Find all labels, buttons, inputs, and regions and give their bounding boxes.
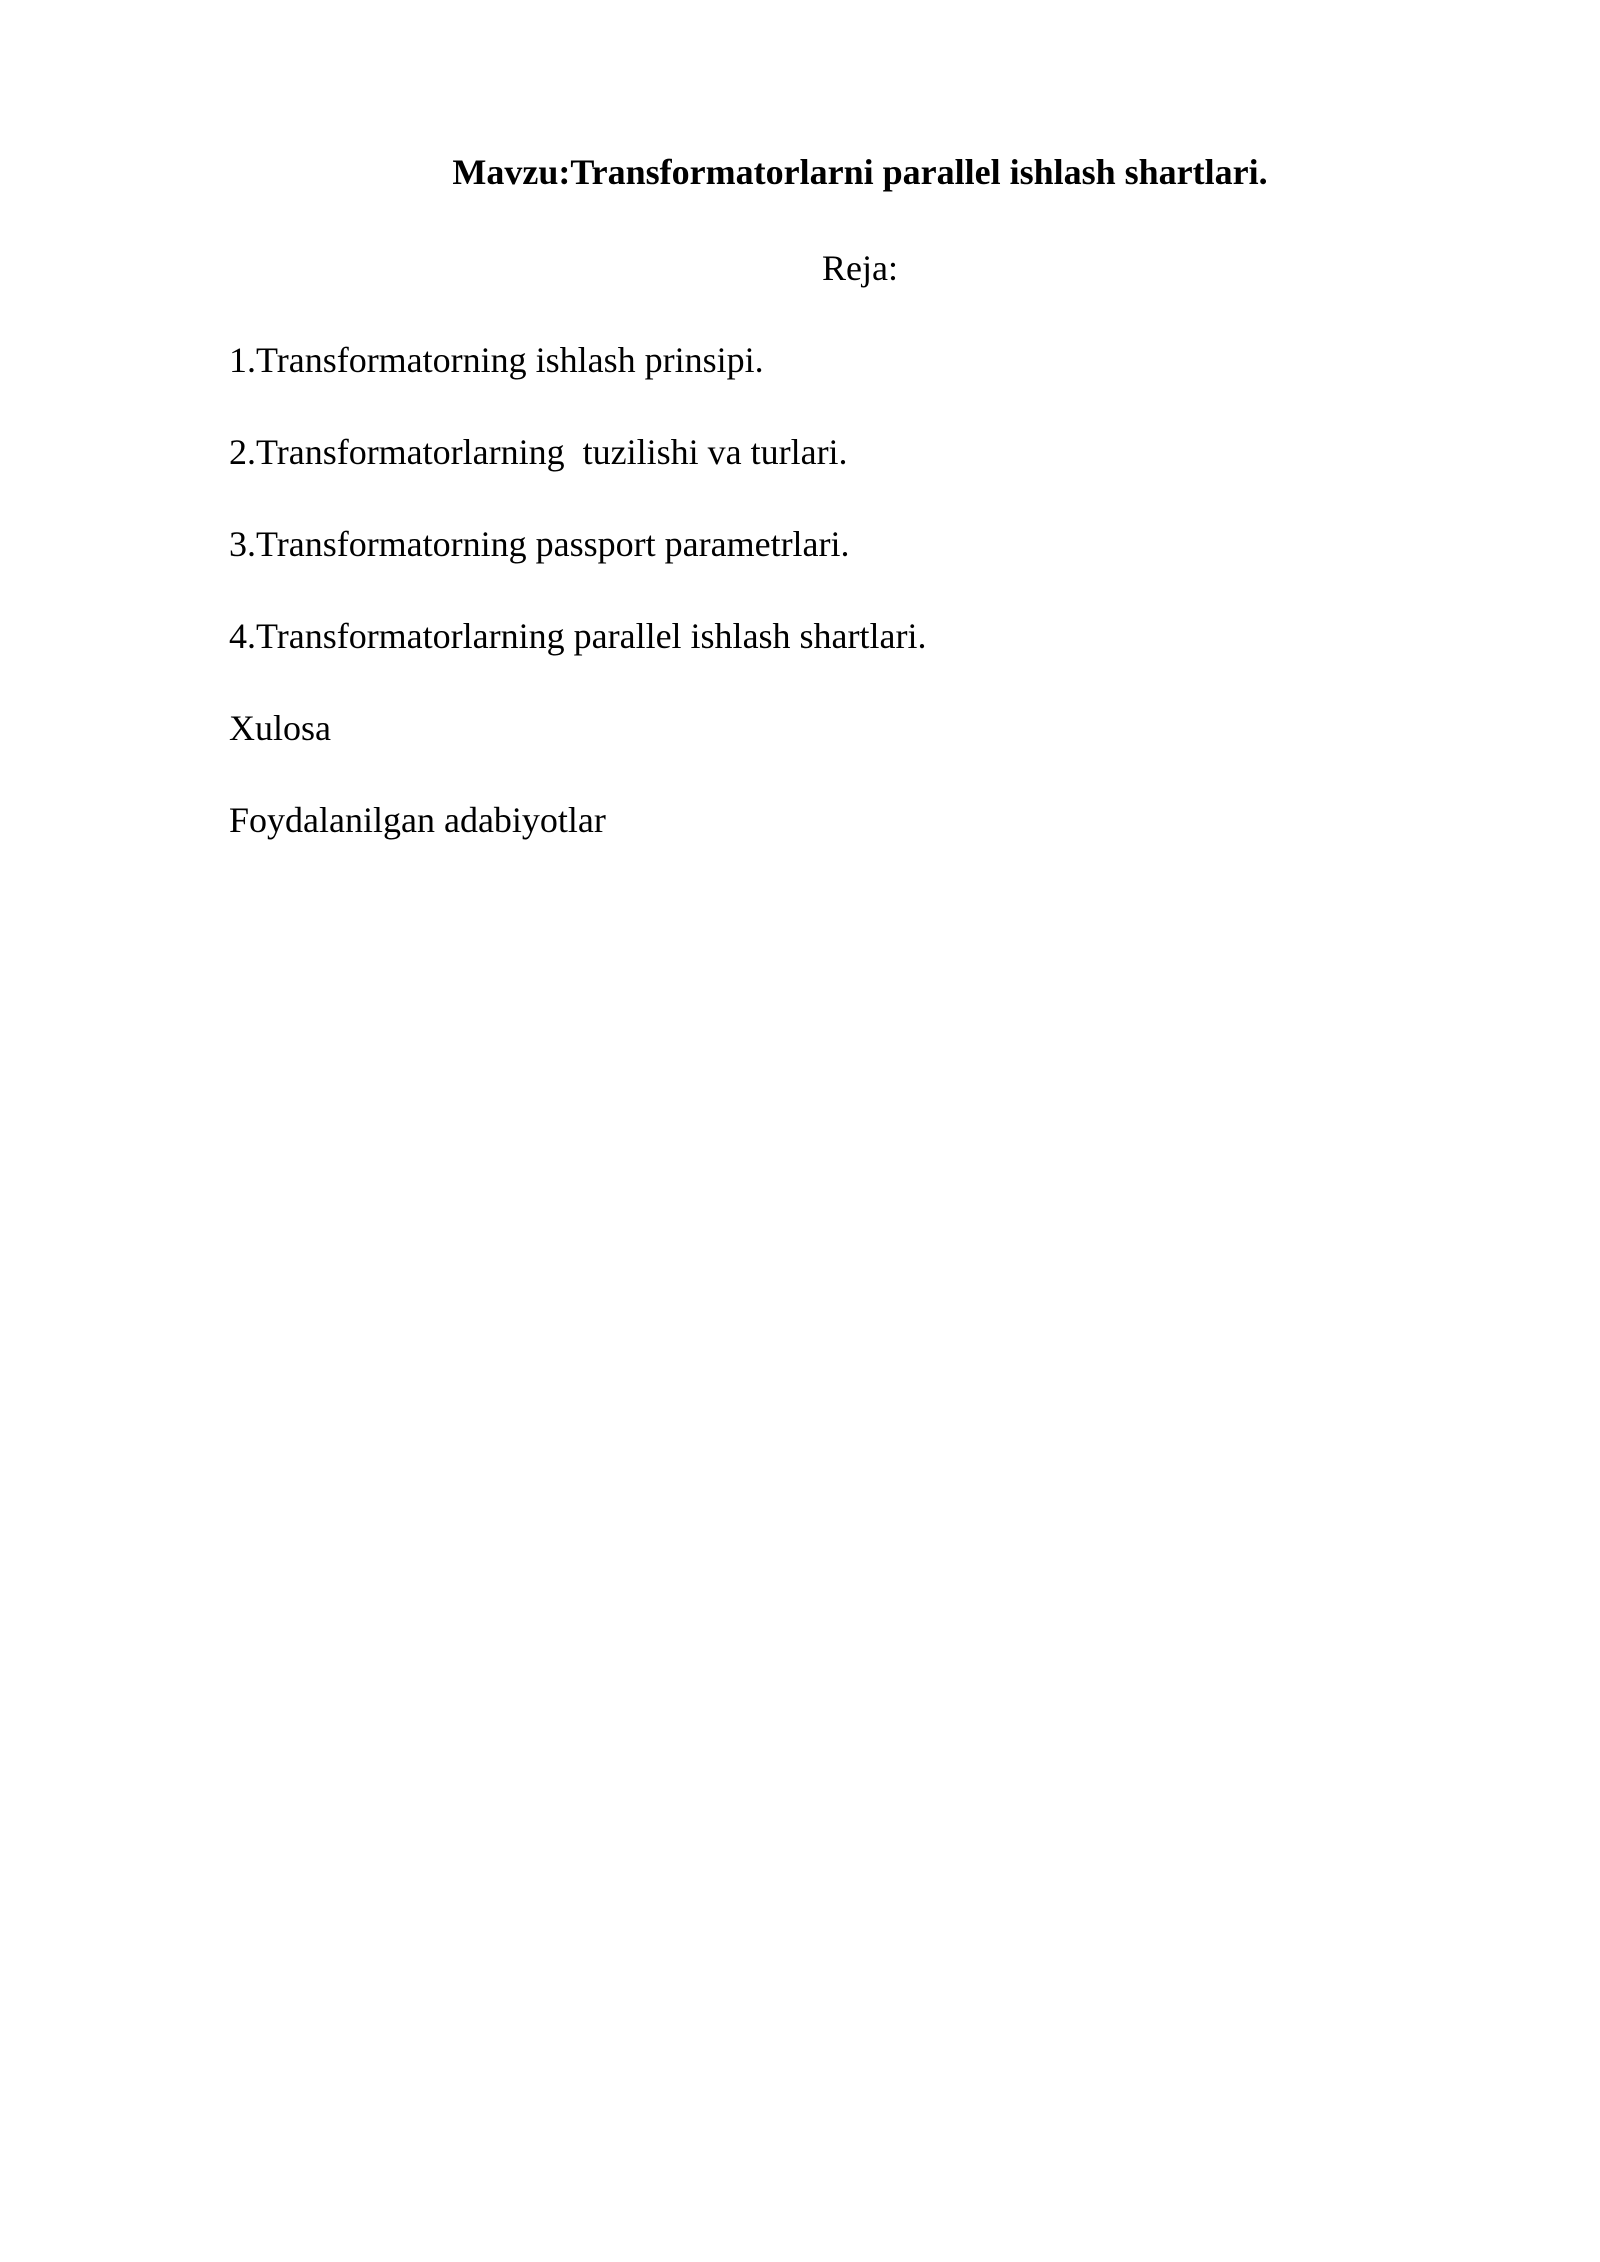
- plan-item-conclusion: Xulosa: [229, 708, 331, 748]
- plan-item: 3.Transformatorning passport parametrlari.: [229, 524, 850, 564]
- plan-heading: Reja:: [822, 248, 898, 288]
- plan-item: 2.Transformatorlarning tuzilishi va turlari.: [229, 432, 848, 472]
- plan-item: 1.Transformatorning ishlash prinsipi.: [229, 340, 764, 380]
- document-title: Mavzu:Transformatorlarni parallel ishlash shartlari.: [452, 152, 1268, 192]
- plan-item: 4.Transformatorlarning parallel ishlash shartlari.: [229, 616, 927, 656]
- plan-item-references: Foydalanilgan adabiyotlar: [229, 800, 606, 840]
- plan-list: [229, 338, 927, 890]
